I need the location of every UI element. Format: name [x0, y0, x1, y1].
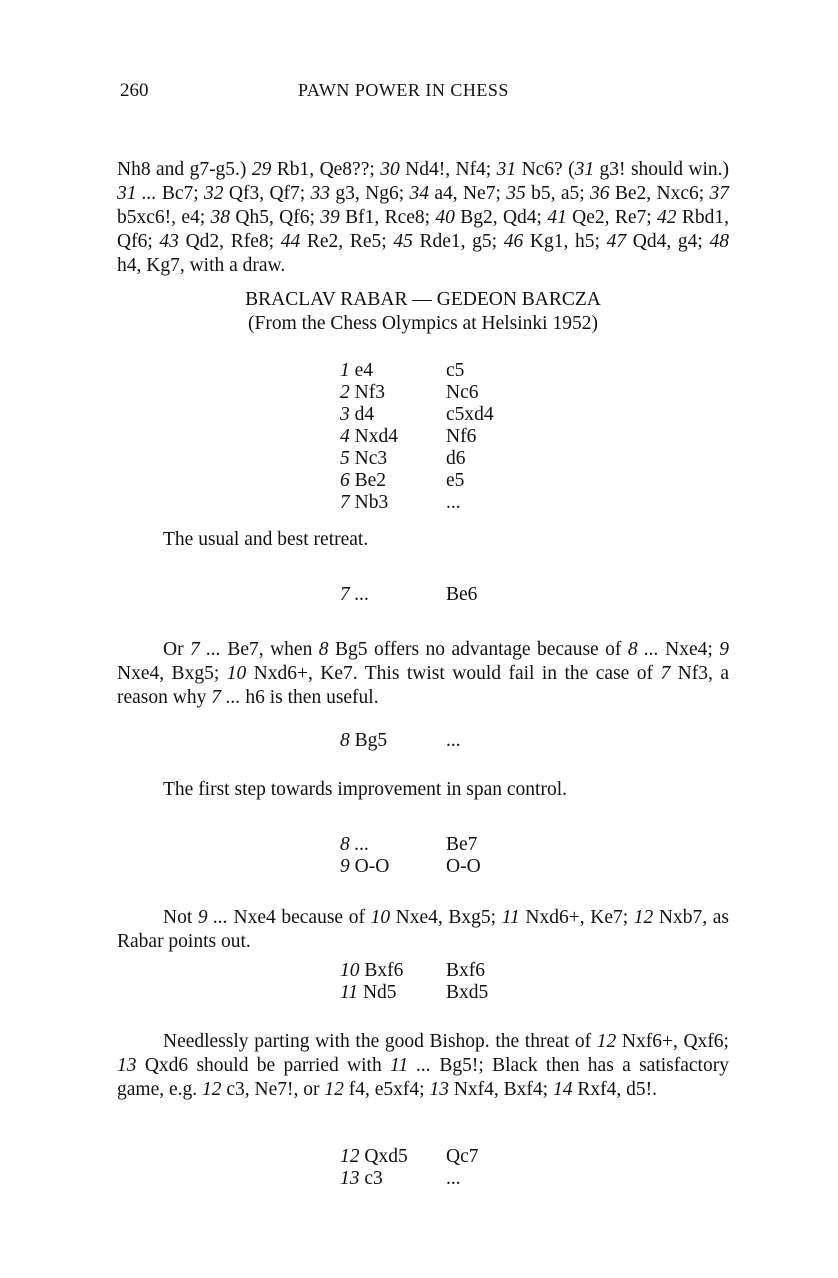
- move-number: 35: [506, 183, 526, 204]
- move-number: 31 ...: [117, 183, 157, 204]
- move-row: [340, 404, 566, 426]
- text-run: Qf3, Qf7;: [223, 183, 311, 204]
- black-move: Bxd5: [446, 982, 489, 1003]
- white-move-text: Qxd5: [359, 1146, 408, 1167]
- move-number: 10: [226, 663, 247, 684]
- text-run: Be2, Nxc6;: [609, 183, 710, 204]
- game-players: BRACLAV RABAR — GEDEON BARCZA: [245, 289, 601, 310]
- text-run: f4, e5xf4;: [343, 1079, 430, 1100]
- text-run: Bg2, Qd4;: [454, 207, 548, 228]
- move-number: 31: [574, 159, 595, 180]
- move-row: [340, 382, 566, 404]
- move-number: 8 ...: [627, 639, 659, 660]
- move-number: 11 ...: [390, 1055, 432, 1076]
- move-number: 41: [547, 207, 567, 228]
- move-number: 39: [320, 207, 340, 228]
- black-move: ...: [446, 730, 461, 751]
- move-row: [340, 584, 566, 606]
- white-move: [340, 448, 446, 470]
- text-run: b5xc6!, e4;: [117, 207, 211, 228]
- move-list-3: [340, 730, 566, 752]
- move-number: 9: [340, 856, 350, 877]
- text-run: Not: [163, 907, 198, 928]
- move-number: 8: [340, 730, 350, 751]
- move-number: 7: [340, 492, 350, 513]
- text-run: Nxe4, Bxg5;: [390, 907, 502, 928]
- white-move-text: Nxd4: [349, 426, 398, 447]
- move-number: 38: [210, 207, 231, 228]
- text-run: Nxe4 because of: [227, 907, 371, 928]
- text-run: a4, Ne7;: [428, 183, 507, 204]
- text-run: Nxe4;: [658, 639, 720, 660]
- move-row: [340, 360, 566, 382]
- text-run: Nd4!, Nf4;: [399, 159, 497, 180]
- black-move: d6: [446, 448, 466, 469]
- text-run: Bf1, Rce8;: [339, 207, 436, 228]
- text-run: c3, Ne7!, or: [221, 1079, 325, 1100]
- move-number: 29: [251, 159, 272, 180]
- text-run: Nxd6+, Ke7. This twist would fail in the case of: [246, 663, 661, 684]
- move-number: 31: [496, 159, 517, 180]
- move-number: 33: [310, 183, 331, 204]
- move-list-4: [340, 834, 566, 878]
- black-move: Bxf6: [446, 960, 485, 981]
- white-move-text: Nb3: [349, 492, 389, 513]
- game-event: (From the Chess Olympics at Helsinki 1952): [248, 313, 598, 334]
- black-move: Nf6: [446, 426, 477, 447]
- black-move: Be7: [446, 834, 478, 855]
- move-number: 10: [370, 907, 391, 928]
- move-row: [340, 1146, 566, 1168]
- move-row: [340, 960, 566, 982]
- comment-retreat: [117, 528, 729, 552]
- move-number: 14: [552, 1079, 573, 1100]
- move-number: 47: [606, 231, 627, 252]
- white-move-text: Nc3: [349, 448, 388, 469]
- intro-paragraph: [117, 158, 729, 278]
- white-move: [340, 470, 446, 492]
- move-number: 9: [719, 639, 730, 660]
- move-number: 11: [501, 907, 520, 928]
- move-number: 9 ...: [197, 907, 228, 928]
- text-run: Qh5, Qf6;: [230, 207, 321, 228]
- text-run: Qd2, Rfe8;: [178, 231, 281, 252]
- black-move: ...: [446, 1168, 461, 1189]
- move-number: 10: [340, 960, 360, 981]
- move-row: [340, 492, 566, 514]
- white-move: [340, 404, 446, 426]
- move-number: 40: [435, 207, 455, 228]
- move-row: [340, 470, 566, 492]
- white-move-text: Bxf6: [359, 960, 404, 981]
- move-number: 12: [324, 1079, 344, 1100]
- text-run: Needlessly parting with the good Bishop. the threat of: [163, 1031, 597, 1052]
- white-move-text: Nf3: [349, 382, 385, 403]
- move-number: 7 ...: [340, 584, 370, 605]
- move-list-2: [340, 584, 566, 606]
- move-number: 44: [280, 231, 301, 252]
- text-run: Nxb7, as Rabar points out.: [117, 907, 729, 952]
- white-move: [340, 1146, 446, 1168]
- text-run: h4, Kg7, with a draw.: [117, 255, 286, 276]
- text-run: Nxf4, Bxf4;: [448, 1079, 553, 1100]
- text-run: Bg5 offers no advantage because of: [328, 639, 628, 660]
- move-number: 12: [340, 1146, 360, 1167]
- black-move: O-O: [446, 856, 481, 877]
- move-number: 45: [393, 231, 413, 252]
- text-run: Kg1, h5;: [523, 231, 607, 252]
- text-run: Bg5!; Black then has a satisfactory game, e.g.: [117, 1055, 729, 1100]
- move-number: 6: [340, 470, 350, 491]
- white-move: [340, 1168, 446, 1190]
- move-row: [340, 730, 566, 752]
- move-number: 42: [657, 207, 677, 228]
- text-run: Rde1, g5;: [412, 231, 504, 252]
- text-run: Nc6? (: [516, 159, 575, 180]
- white-move-text: Nd5: [358, 982, 397, 1003]
- text-run: Qd4, g4;: [626, 231, 710, 252]
- white-move-text: O-O: [349, 856, 390, 877]
- black-move: Qc7: [446, 1146, 479, 1167]
- page-header: [120, 80, 720, 108]
- white-move: [340, 492, 446, 514]
- text-run: h6 is then useful.: [240, 687, 379, 708]
- text-run: Nh8 and g7-g5.): [117, 159, 252, 180]
- text-run: g3! should win.): [594, 159, 729, 180]
- move-number: 8: [318, 639, 329, 660]
- text-run: The first step towards improvement in span control.: [163, 779, 567, 800]
- move-number: 7: [660, 663, 671, 684]
- move-row: [340, 856, 566, 878]
- move-list-6: [340, 1146, 566, 1190]
- white-move-text: Bg5: [349, 730, 388, 751]
- white-move-text: c3: [359, 1168, 383, 1189]
- move-number: 5: [340, 448, 350, 469]
- text-run: Nxe4, Bxg5;: [117, 663, 227, 684]
- black-move: ...: [446, 492, 461, 513]
- move-number: 2: [340, 382, 350, 403]
- text-run: The usual and best retreat.: [163, 529, 369, 550]
- text-run: Bc7;: [156, 183, 205, 204]
- comment-span-control: [117, 778, 729, 802]
- move-number: 8 ...: [340, 834, 370, 855]
- white-move: [340, 584, 446, 606]
- move-number: 12: [633, 907, 654, 928]
- move-number: 30: [380, 159, 400, 180]
- move-number: 3: [340, 404, 350, 425]
- move-row: [340, 426, 566, 448]
- text-run: g3, Ng6;: [330, 183, 410, 204]
- move-number: 48: [709, 231, 730, 252]
- white-move: [340, 730, 446, 752]
- move-number: 13: [340, 1168, 360, 1189]
- black-move: Nc6: [446, 382, 479, 403]
- text-run: Rbd1, Qf6;: [117, 207, 730, 252]
- white-move: [340, 360, 446, 382]
- move-list-5: [340, 960, 566, 1004]
- white-move: [340, 382, 446, 404]
- running-title: PAWN POWER IN CHESS: [298, 80, 509, 100]
- white-move-text: d4: [349, 404, 375, 425]
- move-number: 7 ...: [190, 639, 221, 660]
- page-number: 260: [120, 80, 149, 101]
- text-run: Rxf4, d5!.: [572, 1079, 657, 1100]
- black-move: c5: [446, 360, 465, 381]
- move-number: 36: [590, 183, 610, 204]
- text-run: Qe2, Re7;: [566, 207, 658, 228]
- move-number: 12: [202, 1079, 222, 1100]
- comment-be7-line: [117, 638, 729, 710]
- text-run: Nxd6+, Ke7;: [519, 907, 634, 928]
- move-row: [340, 1168, 566, 1190]
- move-number: 46: [503, 231, 524, 252]
- text-run: Be7, when: [220, 639, 319, 660]
- move-number: 13: [117, 1055, 137, 1076]
- text-run: b5, a5;: [525, 183, 590, 204]
- text-run: Nf3, a reason why: [117, 663, 729, 708]
- white-move: [340, 426, 446, 448]
- text-run: Nxf6+, Qxf6;: [616, 1031, 729, 1052]
- move-list-1: [340, 360, 566, 514]
- text-run: Or: [163, 639, 191, 660]
- move-number: 7 ...: [211, 687, 241, 708]
- white-move: [340, 982, 446, 1004]
- game-heading: [117, 288, 729, 336]
- move-number: 34: [409, 183, 429, 204]
- move-number: 13: [429, 1079, 449, 1100]
- white-move: [340, 856, 446, 878]
- text-run: Qxd6 should be parried with: [136, 1055, 391, 1076]
- move-row: [340, 448, 566, 470]
- move-number: 43: [159, 231, 179, 252]
- black-move: c5xd4: [446, 404, 494, 425]
- white-move: [340, 834, 446, 856]
- move-row: [340, 834, 566, 856]
- white-move: [340, 960, 446, 982]
- move-row: [340, 982, 566, 1004]
- move-number: 12: [596, 1031, 617, 1052]
- move-number: 32: [204, 183, 224, 204]
- black-move: Be6: [446, 584, 478, 605]
- move-number: 37: [709, 183, 730, 204]
- black-move: e5: [446, 470, 465, 491]
- text-run: Rb1, Qe8??;: [271, 159, 381, 180]
- text-run: Re2, Re5;: [300, 231, 394, 252]
- white-move-text: e4: [349, 360, 374, 381]
- move-number: 4: [340, 426, 350, 447]
- comment-not-nxe4: [117, 906, 729, 954]
- move-number: 11: [340, 982, 359, 1003]
- move-number: 1: [340, 360, 350, 381]
- white-move-text: Be2: [349, 470, 387, 491]
- comment-bishop: [117, 1030, 729, 1102]
